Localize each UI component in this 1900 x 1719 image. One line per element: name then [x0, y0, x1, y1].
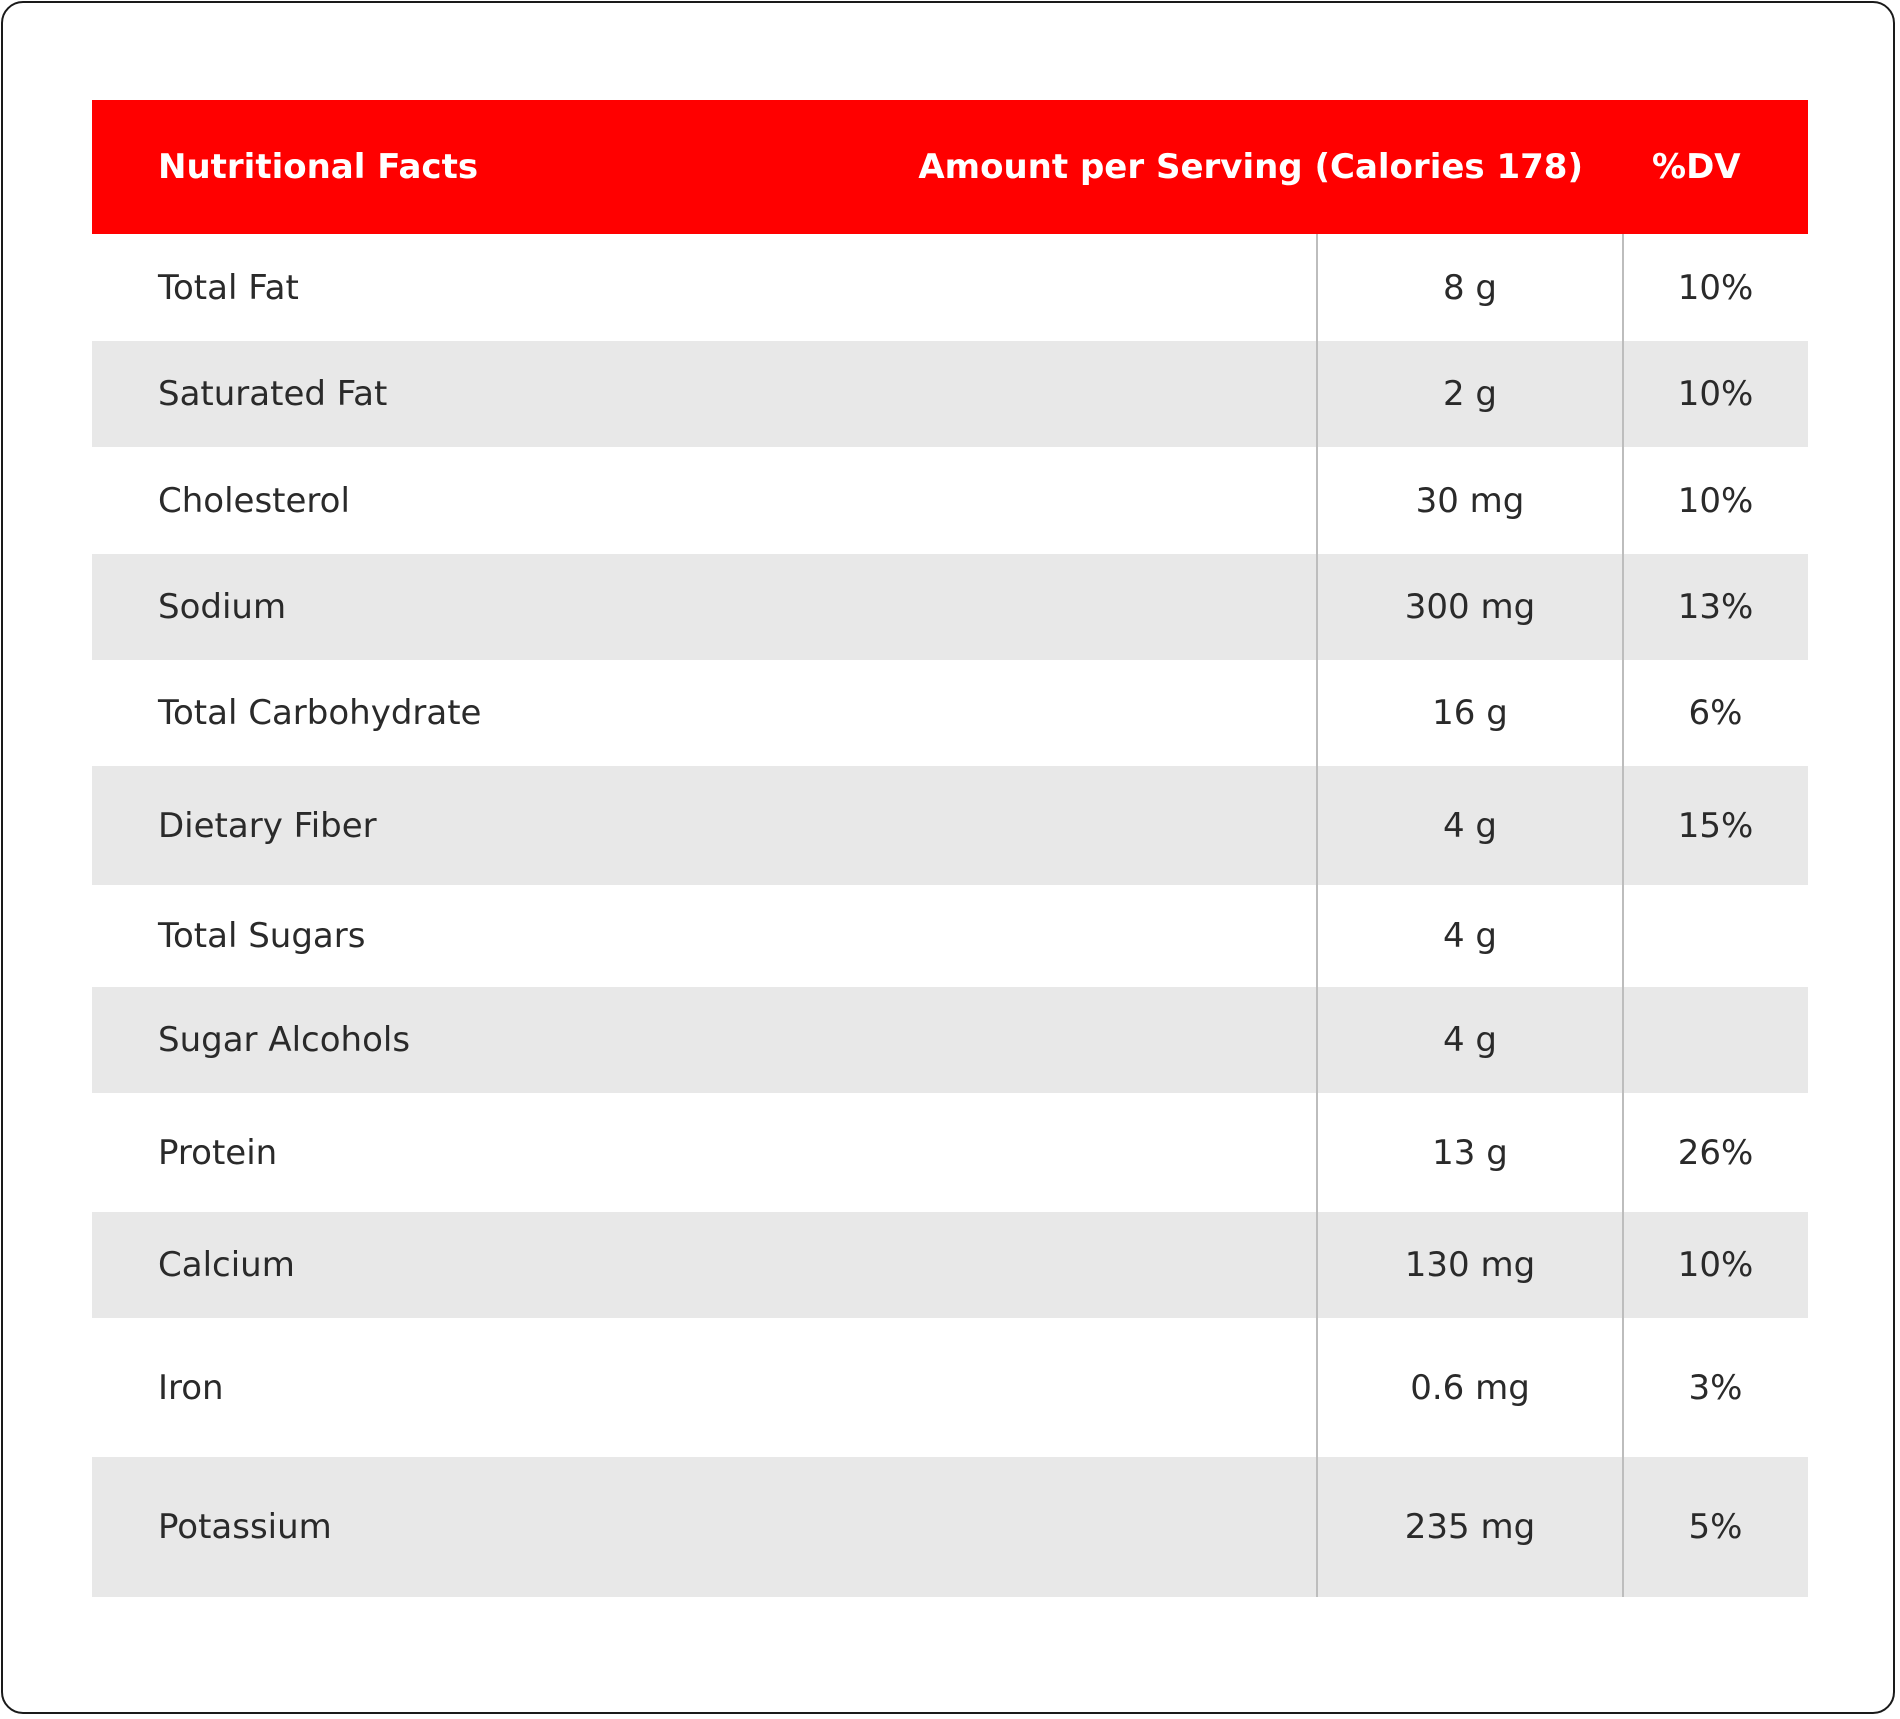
nutrient-name: Protein: [158, 1132, 278, 1173]
table-row: [92, 1093, 1808, 1212]
table-row: [92, 987, 1808, 1093]
nutrient-name: Cholesterol: [158, 480, 350, 521]
table-row: [92, 554, 1808, 660]
table-row: [92, 885, 1808, 987]
nutrient-amount: 300 mg: [1404, 587, 1536, 627]
header-daily-value: %DV: [1652, 147, 1741, 187]
nutrient-name: Sugar Alcohols: [158, 1020, 411, 1060]
nutrient-name: Calcium: [158, 1245, 295, 1285]
nutrient-name: Total Carbohydrate: [158, 693, 482, 733]
nutrient-daily-value: 5%: [1688, 1507, 1743, 1547]
nutrient-amount: 8 g: [1442, 267, 1498, 308]
nutrient-amount: 4 g: [1442, 805, 1498, 846]
nutrient-amount: 4 g: [1442, 1020, 1498, 1060]
nutrient-name: Total Sugars: [158, 916, 366, 956]
nutrient-daily-value: 15%: [1677, 805, 1754, 846]
nutrient-daily-value: 3%: [1688, 1367, 1743, 1408]
nutrient-name: Total Fat: [158, 267, 299, 308]
nutrient-amount: 235 mg: [1404, 1507, 1536, 1547]
nutrient-name: Iron: [158, 1367, 224, 1408]
nutrient-amount: 2 g: [1442, 374, 1498, 414]
nutrient-daily-value: 10%: [1677, 480, 1754, 521]
nutrient-amount: 13 g: [1432, 1132, 1508, 1173]
nutrient-amount: 30 mg: [1415, 480, 1525, 521]
table-row: [92, 660, 1808, 766]
nutrient-amount: 0.6 mg: [1410, 1367, 1530, 1408]
nutrient-name: Dietary Fiber: [158, 805, 377, 846]
column-divider-amount: [1316, 234, 1318, 1597]
table-row: [92, 1318, 1808, 1457]
nutrient-amount: 4 g: [1442, 916, 1498, 956]
table-row: [92, 341, 1808, 447]
table-row: [92, 1212, 1808, 1318]
table-row: [92, 766, 1808, 885]
table-header: [92, 100, 1808, 234]
nutrient-name: Potassium: [158, 1507, 332, 1547]
nutrient-name: Sodium: [158, 587, 287, 627]
column-divider-dv: [1622, 234, 1624, 1597]
table-row: [92, 234, 1808, 341]
nutrient-daily-value: 10%: [1677, 1245, 1754, 1285]
nutrient-daily-value: 13%: [1677, 587, 1754, 627]
nutrient-amount: 16 g: [1432, 693, 1508, 733]
nutrient-name: Saturated Fat: [158, 374, 388, 414]
table-row: [92, 447, 1808, 554]
nutrient-daily-value: 6%: [1688, 693, 1743, 733]
nutrition-table: [92, 100, 1808, 1597]
nutrient-daily-value: 26%: [1677, 1132, 1754, 1173]
nutrient-amount: 130 mg: [1404, 1245, 1536, 1285]
header-amount-per-serving: Amount per Serving (Calories 178): [918, 147, 1583, 187]
header-nutritional-facts: Nutritional Facts: [158, 147, 479, 187]
table-row: [92, 1457, 1808, 1597]
nutrient-daily-value: 10%: [1677, 374, 1754, 414]
nutrient-daily-value: 10%: [1677, 267, 1754, 308]
